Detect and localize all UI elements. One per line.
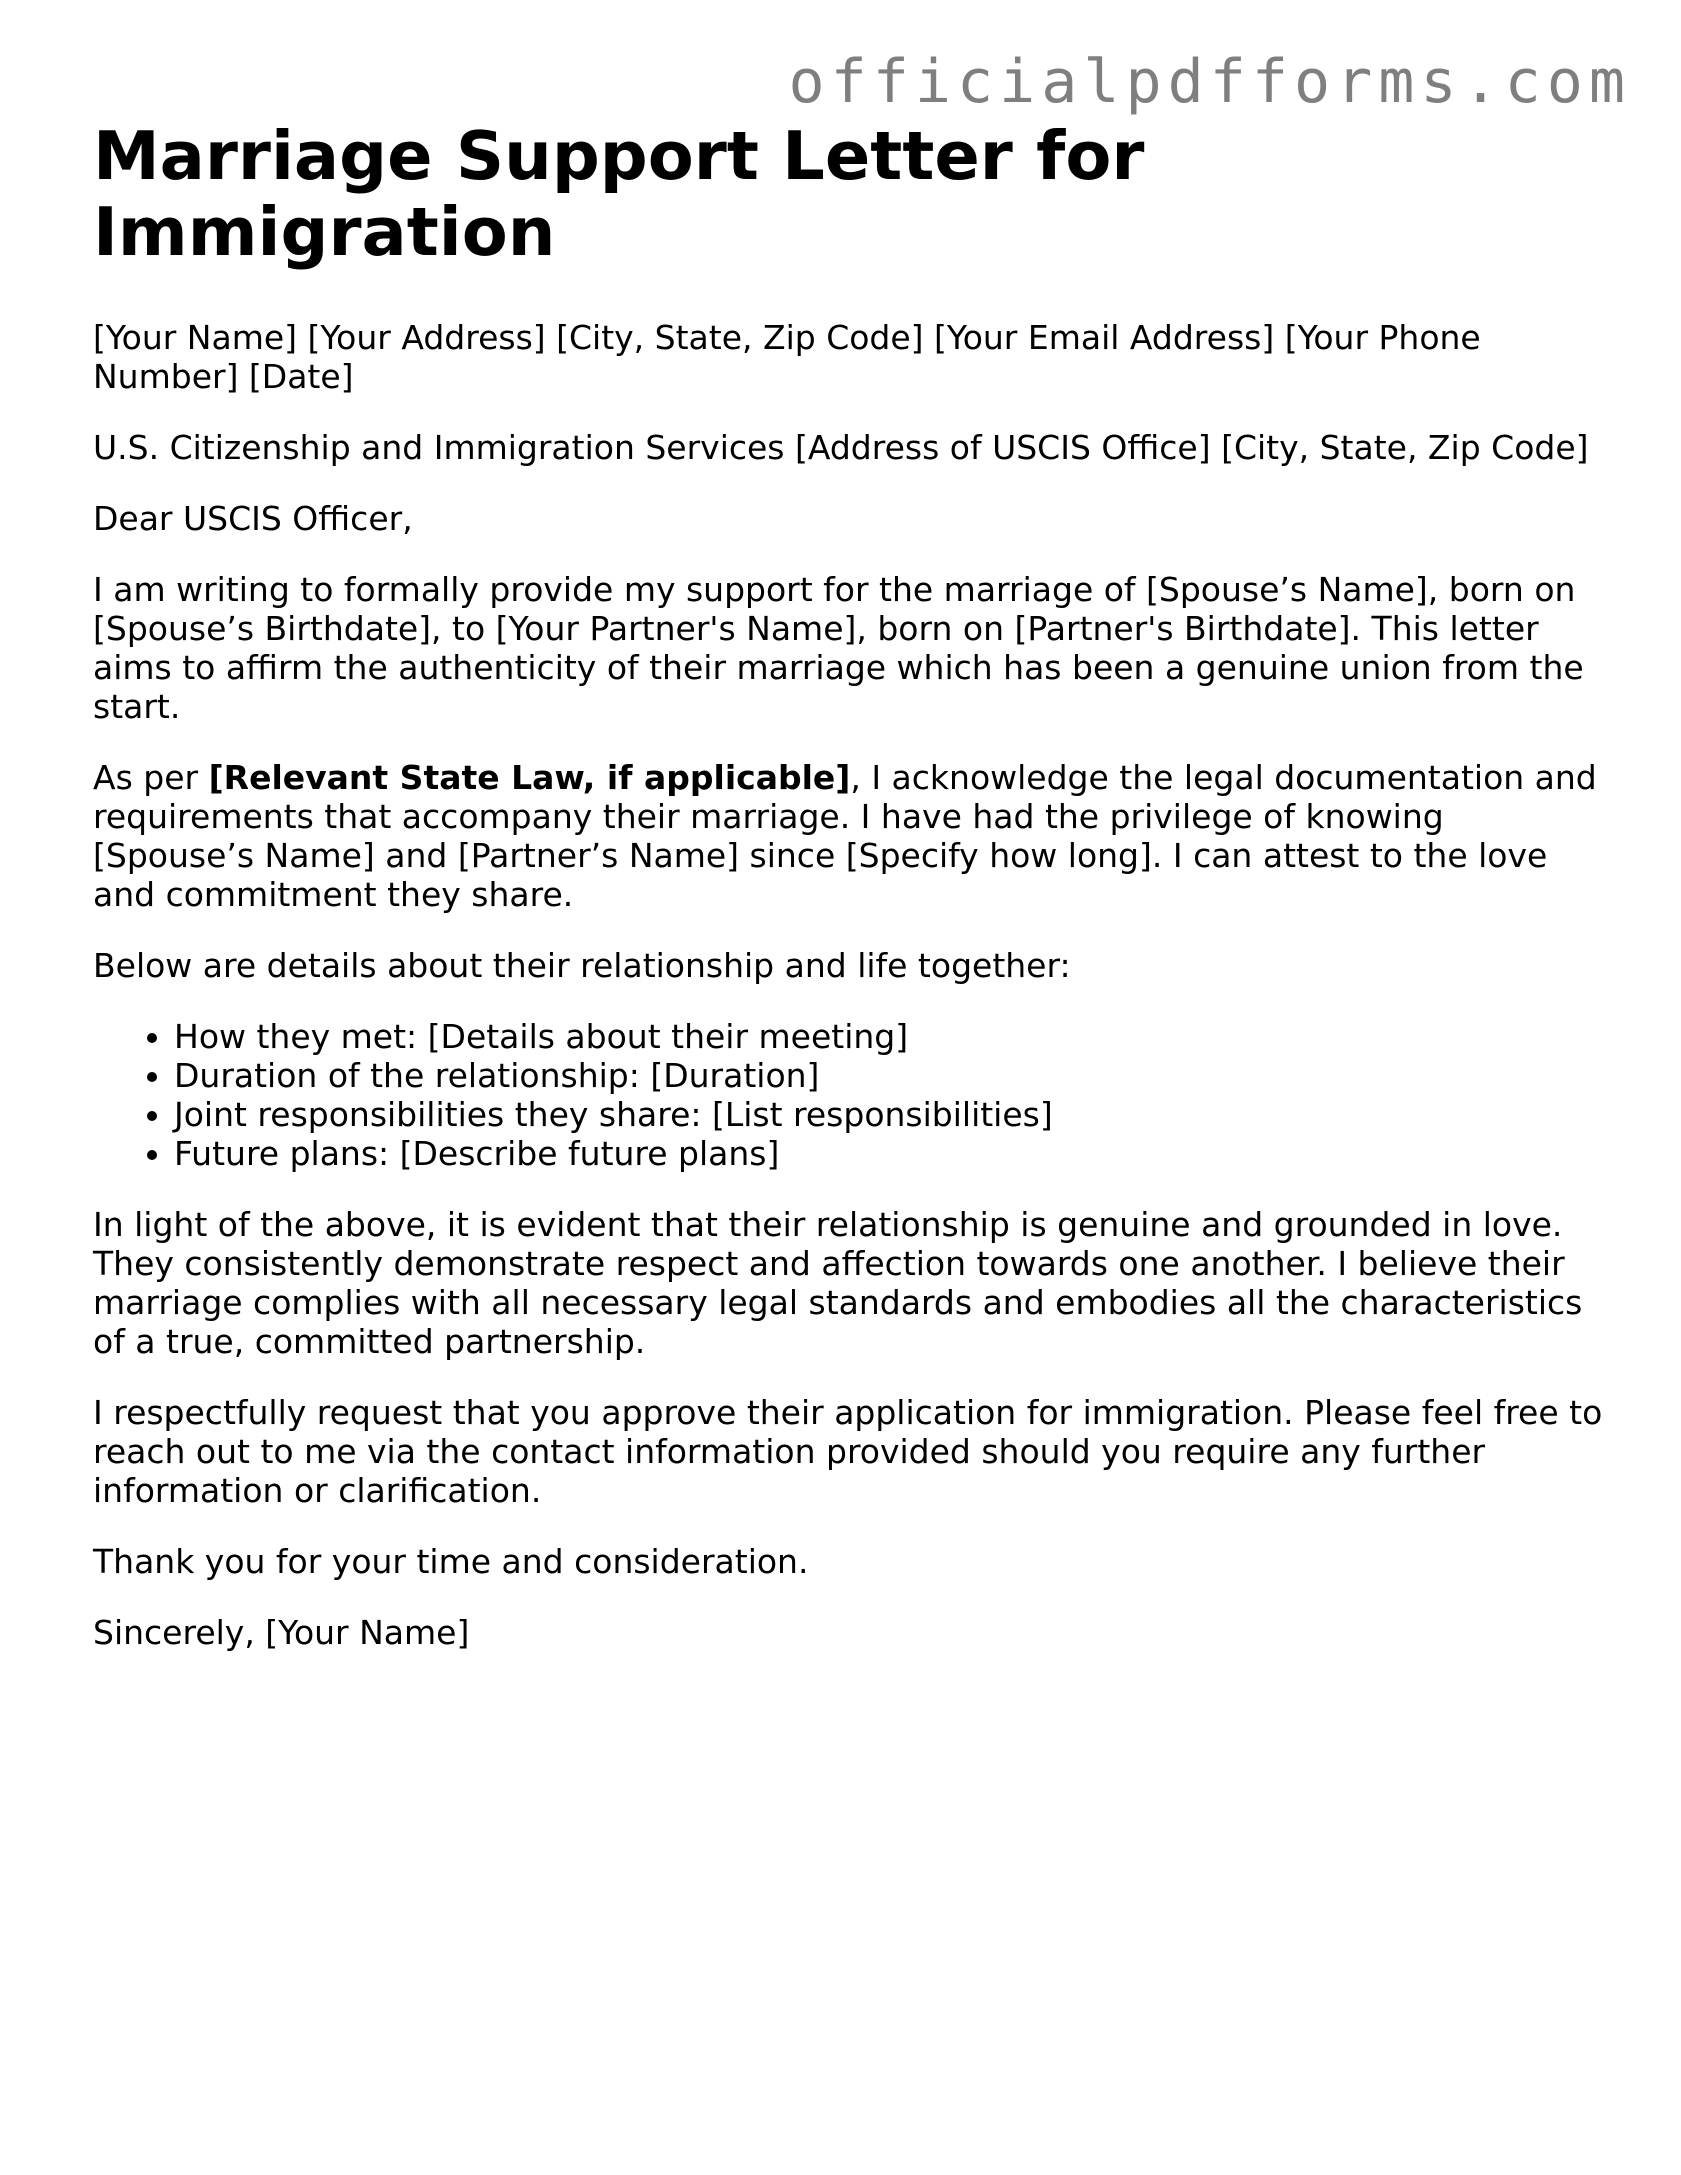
thanks: Thank you for your time and consideration. (93, 1542, 809, 1581)
list-item: • Duration of the relationship: [Duration] (174, 1056, 1603, 1095)
relevant-state-law: [Relevant State Law, if applicable] (208, 758, 851, 797)
list-item: • How they met: [Details about their meeting] (174, 1017, 1603, 1056)
recipient-block: U.S. Citizenship and Immigration Services [Address of USCIS Office] [City, State, Zip Code] (93, 428, 1589, 467)
paragraph-legal-suffix: , I acknowledge the legal documentation and requirements that accompany their marriage. I have had the privilege of knowing [Spouse’s Name] and [Partner’s Name] since [Specify how long]. I can attest to the love and commitment they share. (93, 758, 1597, 914)
letter-body (93, 118, 1603, 1684)
details-list (93, 1017, 1603, 1173)
watermark: officialpdfforms.com (788, 47, 1631, 117)
sender-block: [Your Name] [Your Address] [City, State, Zip Code] [Your Email Address] [Your Phone Number] [Date] (93, 318, 1481, 396)
list-item: • Future plans: [Describe future plans] (174, 1134, 1603, 1173)
paragraph-request: I respectfully request that you approve their application for immigration. Please feel free to reach out to me via the contact information provided should you require any further information or clarification. (93, 1393, 1603, 1510)
paragraph-legal (93, 758, 1603, 914)
document-title: Marriage Support Letter for Immigration (93, 117, 1145, 271)
salutation: Dear USCIS Officer, (93, 499, 413, 538)
details-intro: Below are details about their relationship and life together: (93, 946, 1071, 985)
list-item: • Joint responsibilities they share: [List responsibilities] (174, 1095, 1603, 1134)
closing-signature: Sincerely, [Your Name] (93, 1613, 470, 1652)
paragraph-evidence: In light of the above, it is evident that their relationship is genuine and grounded in love. They consistently demonstrate respect and affection towards one another. I believe their marriage complies with all necessary legal standards and embodies all the characteristics of a true, committed partnership. (93, 1205, 1583, 1361)
paragraph-legal-prefix: As per (93, 758, 209, 797)
paragraph-support: I am writing to formally provide my support for the marriage of [Spouse’s Name], born on [Spouse’s Birthdate], to [Your Partner's Name], born on [Partner's Birthdate]. This letter aims to affirm the authenticity of their marriage which has been a genuine union from the start. (93, 570, 1584, 726)
